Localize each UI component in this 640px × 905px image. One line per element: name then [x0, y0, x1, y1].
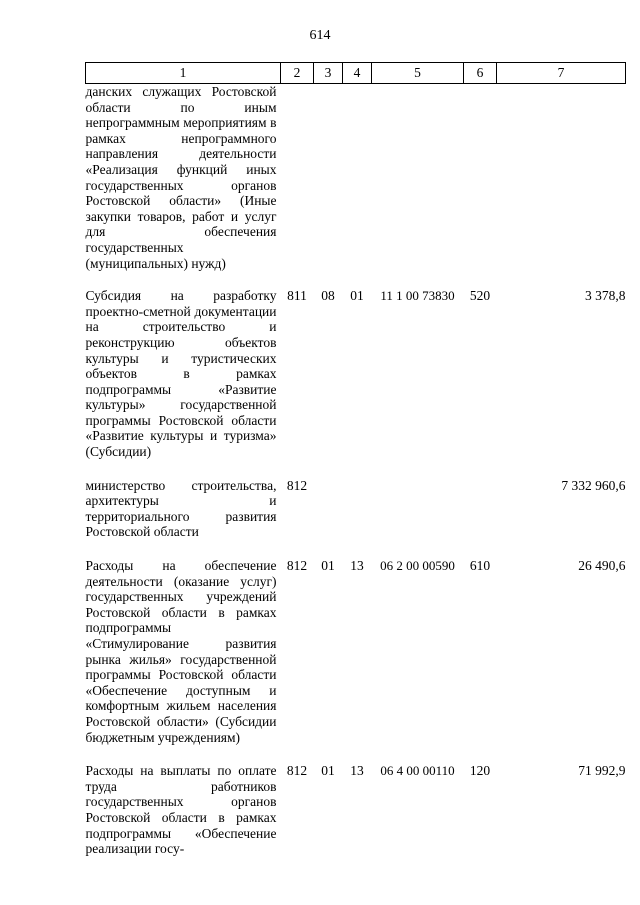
- row-expense-type: 610: [469, 558, 491, 574]
- page-number: 614: [309, 28, 331, 43]
- row-ministry: 812: [286, 558, 308, 574]
- header-cell-4: 4: [343, 63, 372, 84]
- header-cell-3: 3: [314, 63, 343, 84]
- table-row: [86, 763, 626, 875]
- row-section: 01: [321, 558, 335, 574]
- row-section: [314, 84, 343, 289]
- header-cell-7: 7: [497, 63, 626, 84]
- row-subsection: 13: [350, 763, 364, 779]
- row-subsection: [343, 478, 372, 558]
- row-subsection: [343, 84, 372, 289]
- table-row: [86, 288, 626, 478]
- row-name: Расходы на обеспечение деятельности (оказание услуг) государственных учреждений Ростовской области в рамках подпрограммы «Стимулирование развития рынка жилья» государственной программы Ростовской области «Обеспечение доступным и комфортным жильем населения Ростовской области» (Субсидии бюджетным учреждениям): [85, 558, 277, 745]
- row-subsection: 01: [350, 288, 364, 304]
- header-cell-6: 6: [464, 63, 497, 84]
- row-expense-type: 120: [469, 763, 491, 779]
- header-row: [86, 63, 626, 84]
- row-target: 11 1 00 73830: [380, 288, 455, 304]
- budget-table: [85, 62, 626, 875]
- row-target: [372, 478, 464, 558]
- row-ministry: 812: [286, 477, 308, 493]
- row-name: Расходы на выплаты по оплате труда работников государственных органов Ростовской области в рамках подпрограммы «Обеспечение реализации госу-: [85, 763, 277, 857]
- row-expense-type: [464, 84, 497, 289]
- row-expense-type: 520: [469, 288, 491, 304]
- header-cell-5: 5: [372, 63, 464, 84]
- header-cell-1: 1: [86, 63, 281, 84]
- row-ministry: 811: [287, 288, 307, 304]
- row-subsection: 13: [350, 558, 364, 574]
- row-target: 06 4 00 00110: [380, 763, 455, 779]
- header-cell-2: 2: [281, 63, 314, 84]
- row-expense-type: [464, 478, 497, 558]
- row-amount: 3 378,8: [585, 288, 626, 304]
- table-row: [86, 478, 626, 558]
- table-row: [86, 84, 626, 289]
- row-target: 06 2 00 00590: [380, 558, 455, 574]
- row-amount: 71 992,9: [578, 763, 626, 779]
- row-target: [372, 84, 464, 289]
- row-section: 08: [321, 288, 335, 304]
- row-amount: 26 490,6: [578, 558, 626, 574]
- row-amount: [497, 84, 626, 289]
- row-section: 01: [321, 763, 335, 779]
- row-ministry: [281, 84, 314, 289]
- row-name: Субсидия на разработку проектно-сметной документации на строительство и реконструкцию объектов культуры и туристических объектов в рамках подпрограммы «Развитие культуры» государственной программы Ростовской области «Развитие культуры и туризма» (Субсидии): [85, 288, 277, 460]
- row-section: [314, 478, 343, 558]
- table-row: [86, 558, 626, 763]
- row-name: министерство строительства, архитектуры и территориального развития Ростовской области: [85, 477, 277, 540]
- row-amount: 7 332 960,6: [561, 477, 626, 493]
- row-ministry: 812: [286, 763, 308, 779]
- row-name: данских служащих Ростовской области по иным непрограммным мероприятиям в рамках непрограммного направления деятельности «Реализация функций иных государственных органов Ростовской области» (Иные закупки товаров, работ и услуг для обеспечения государственных (муниципальных) нужд): [85, 84, 277, 271]
